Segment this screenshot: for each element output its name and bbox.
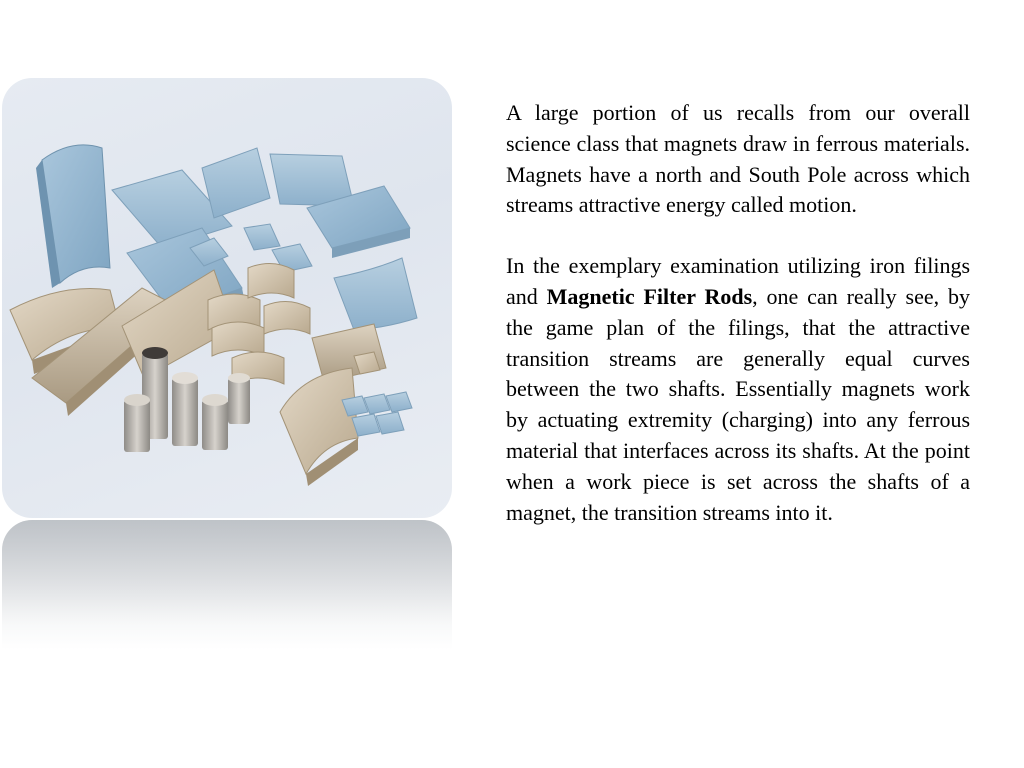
cylinder-magnet-top [142, 347, 168, 359]
paragraph-1: A large portion of us recalls from our overall science class that magnets draw in ferrous materials. Magnets have a north and South Pole across which streams attractive energy called motion. [506, 100, 970, 218]
cube-magnet [244, 224, 280, 250]
cylinder-magnet [124, 400, 150, 452]
cylinder-magnet-top [172, 372, 198, 384]
magnets-illustration [2, 78, 452, 518]
body-text [506, 98, 970, 558]
magnetic-filter-rods-link: Magnetic Filter Rods [546, 283, 753, 309]
cylinder-magnet-top [228, 373, 250, 383]
reflection-shade [2, 520, 452, 650]
cylinder-magnet [228, 378, 250, 424]
magnets-photo [2, 78, 452, 518]
photo-reflection [2, 520, 452, 650]
cylinder-magnet [172, 378, 198, 446]
tile-magnet [264, 301, 310, 334]
block-magnet [202, 148, 270, 218]
arc-magnet [334, 258, 417, 330]
cube-magnet [376, 412, 404, 434]
cylinder-magnet-top [202, 394, 228, 406]
tile-magnet [212, 322, 264, 356]
paragraph-2-after: , one can really see, by the game plan of the filings, that the attractive transition streams are generally equal curves between the two shafts. Essentially magnets work by actuating extremity (charging) into any ferrous material that interfaces across its shafts. At the point when a work piece is set across the shafts of a magnet, the transition streams into it. [506, 283, 971, 525]
paragraph-2 [506, 251, 970, 528]
paragraph-2-before: In the exemplary examination utilizing iron filings and [506, 253, 970, 309]
cylinder-magnet-top [124, 394, 150, 406]
tile-magnet [248, 263, 294, 298]
cylinder-magnet [202, 400, 228, 450]
